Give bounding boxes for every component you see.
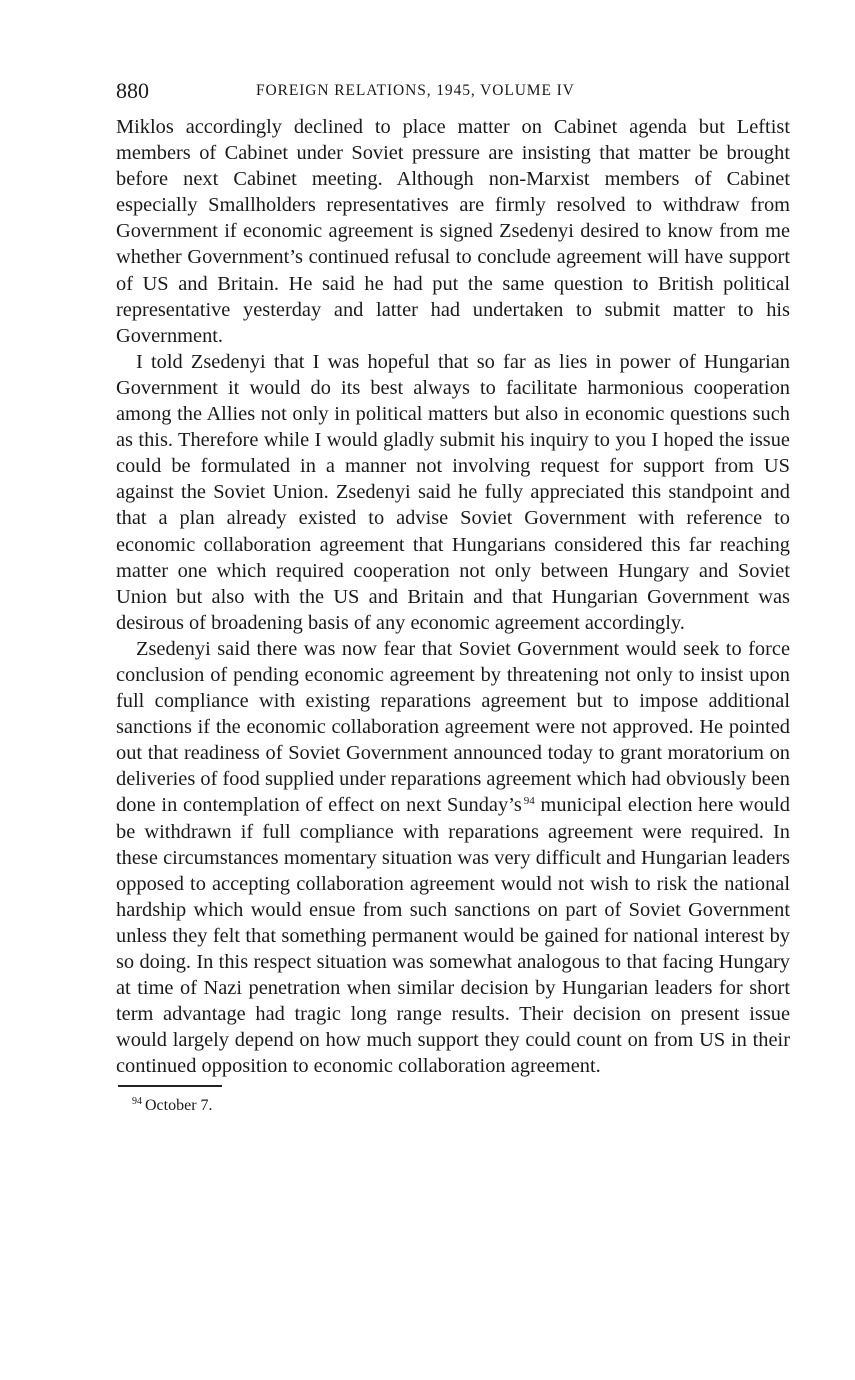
footnote-text: October 7.: [145, 1097, 213, 1115]
paragraph-1: Miklos accordingly declined to place matter on Cabinet agenda but Leftist members of Cabinet under Soviet pressure are insisting that matter be brought before next Cabinet meeting. Although non-Marxist members of Cabinet especially Smallholders representatives are firmly resolved to withdraw from Government if economic agreement is signed Zsedenyi desired to know from me whether Government’s continued refusal to conclude agreement will have support of US and Britain. He said he had put the same question to British political representative yesterday and latter had undertaken to submit matter to his Government.: [116, 116, 790, 347]
document-page: [116, 74, 790, 1115]
page-number: 880: [116, 78, 149, 103]
body-text: [116, 114, 790, 1079]
footnote-mark: 94: [132, 1096, 142, 1108]
footnote: [132, 1097, 790, 1115]
footnote-divider: [118, 1085, 222, 1087]
paragraph-3: [116, 636, 790, 1080]
running-title: FOREIGN RELATIONS, 1945, VOLUME IV: [256, 82, 575, 99]
paragraph-3-part-1: Zsedenyi said there was now fear that Soviet Government would seek to force conclusion of pending economic agreement by threatening not only to insist upon full compliance with existing reparations agreement but to impose additional sanctions if the economic collaboration agreement were not approved. He pointed out that readiness of Soviet Government announced today to grant moratorium on deliveries of food supplied under reparations agreement which had obviously been done in contemplation of effect on next Sunday’s: [116, 637, 790, 817]
running-head: [116, 74, 790, 114]
footnote-reference[interactable]: 94: [523, 794, 535, 807]
paragraph-2: I told Zsedenyi that I was hopeful that so far as lies in power of Hungarian Government it would do its best always to facilitate harmonious cooperation among the Allies not only in political matters but also in economic questions such as this. Therefore while I would gladly submit his inquiry to you I hoped the issue could be formulated in a manner not involving request for support from US against the Soviet Union. Zsedenyi said he fully appreciated this standpoint and that a plan already existed to advise Soviet Government with reference to economic collaboration agreement that Hungarians considered this far reaching matter one which required cooperation not only between Hungary and Soviet Union but also with the US and Britain and that Hungarian Government was desirous of broadening basis of any economic agreement accordingly.: [116, 350, 790, 634]
paragraph-3-part-2: municipal election here would be withdrawn if full compliance with reparations agreement were required. In these circumstances momentary situation was very difficult and Hungarian leaders opposed to accepting collaboration agreement would not wish to risk the national hardship which would ensue from such sanctions on part of Soviet Government unless they felt that something permanent would be gained for national interest by so doing. In this respect situation was somewhat analogous to that facing Hungary at time of Nazi penetration when similar decision by Hungarian leaders for short term advantage had tragic long range results. Their decision on present issue would largely depend on how much support they could count on from US in their continued opposition to economic collaboration agreement.: [116, 794, 790, 1078]
